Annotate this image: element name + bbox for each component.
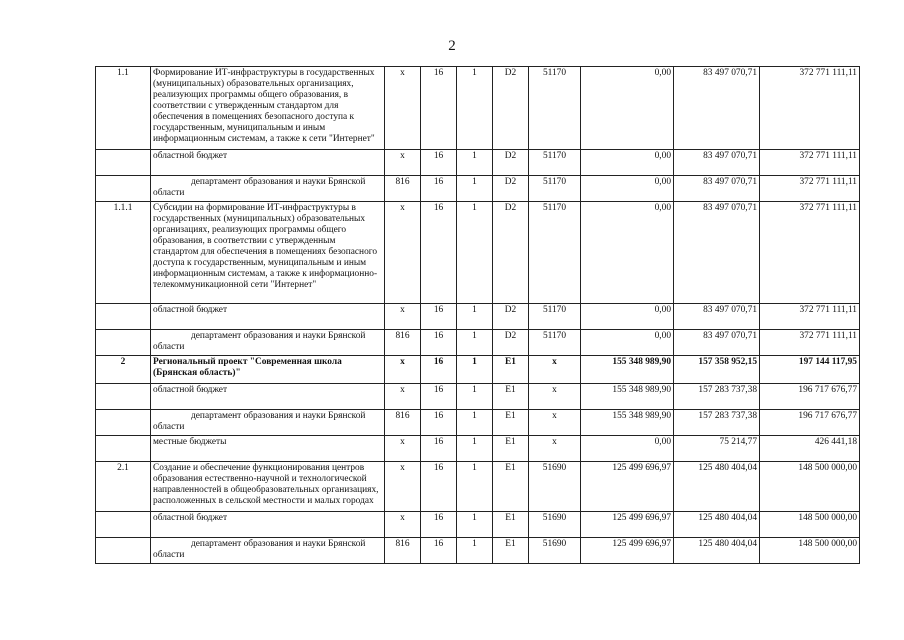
row-number: 1.1 bbox=[96, 67, 151, 150]
program-code: E1 bbox=[493, 436, 529, 462]
amount-year-1: 0,00 bbox=[581, 150, 674, 176]
admin-code: x bbox=[385, 356, 421, 384]
admin-code: 816 bbox=[385, 538, 421, 564]
row-title: департамент образования и науки Брянской области bbox=[151, 538, 385, 564]
amount-year-2: 157 283 737,38 bbox=[674, 384, 760, 410]
subsection-code: 1 bbox=[457, 384, 493, 410]
row-title: Создание и обеспечение функционирования центров образования естественно-научной и технологической направленностей в общеобразовательных организациях, расположенных в сельской местности и малых городах bbox=[151, 462, 385, 512]
admin-code: 816 bbox=[385, 176, 421, 202]
direction-code: 51690 bbox=[529, 512, 581, 538]
admin-code: 816 bbox=[385, 330, 421, 356]
amount-year-2: 83 497 070,71 bbox=[674, 150, 760, 176]
amount-year-1: 155 348 989,90 bbox=[581, 356, 674, 384]
row-title: Региональный проект "Современная школа (Брянская область)" bbox=[151, 356, 385, 384]
admin-code: x bbox=[385, 67, 421, 150]
row-title: местные бюджеты bbox=[151, 436, 385, 462]
program-code: E1 bbox=[493, 384, 529, 410]
section-code: 16 bbox=[421, 176, 457, 202]
section-code: 16 bbox=[421, 512, 457, 538]
subsection-code: 1 bbox=[457, 176, 493, 202]
row-number bbox=[96, 176, 151, 202]
amount-year-2: 125 480 404,04 bbox=[674, 462, 760, 512]
admin-code: x bbox=[385, 304, 421, 330]
amount-year-3: 372 771 111,11 bbox=[760, 202, 860, 304]
row-number bbox=[96, 512, 151, 538]
amount-year-3: 196 717 676,77 bbox=[760, 410, 860, 436]
row-title: департамент образования и науки Брянской области bbox=[151, 330, 385, 356]
amount-year-3: 372 771 111,11 bbox=[760, 304, 860, 330]
table-row bbox=[96, 410, 860, 436]
admin-code: x bbox=[385, 462, 421, 512]
direction-code: 51170 bbox=[529, 304, 581, 330]
row-number bbox=[96, 410, 151, 436]
row-number bbox=[96, 538, 151, 564]
budget-table bbox=[95, 66, 860, 564]
row-number bbox=[96, 150, 151, 176]
amount-year-1: 0,00 bbox=[581, 67, 674, 150]
amount-year-2: 83 497 070,71 bbox=[674, 176, 760, 202]
page-number: 2 bbox=[448, 38, 456, 54]
row-number bbox=[96, 436, 151, 462]
direction-code: x bbox=[529, 436, 581, 462]
amount-year-3: 197 144 117,95 bbox=[760, 356, 860, 384]
subsection-code: 1 bbox=[457, 512, 493, 538]
program-code: E1 bbox=[493, 462, 529, 512]
row-title: департамент образования и науки Брянской области bbox=[151, 176, 385, 202]
row-title: областной бюджет bbox=[151, 304, 385, 330]
section-code: 16 bbox=[421, 304, 457, 330]
subsection-code: 1 bbox=[457, 67, 493, 150]
section-code: 16 bbox=[421, 436, 457, 462]
table-row bbox=[96, 512, 860, 538]
program-code: E1 bbox=[493, 538, 529, 564]
direction-code: 51690 bbox=[529, 538, 581, 564]
program-code: D2 bbox=[493, 202, 529, 304]
subsection-code: 1 bbox=[457, 356, 493, 384]
table-row bbox=[96, 462, 860, 512]
subsection-code: 1 bbox=[457, 330, 493, 356]
subsection-code: 1 bbox=[457, 150, 493, 176]
program-code: D2 bbox=[493, 304, 529, 330]
section-code: 16 bbox=[421, 330, 457, 356]
section-code: 16 bbox=[421, 384, 457, 410]
amount-year-1: 0,00 bbox=[581, 436, 674, 462]
program-code: E1 bbox=[493, 410, 529, 436]
table-row bbox=[96, 176, 860, 202]
amount-year-3: 426 441,18 bbox=[760, 436, 860, 462]
amount-year-2: 83 497 070,71 bbox=[674, 67, 760, 150]
row-title: департамент образования и науки Брянской области bbox=[151, 410, 385, 436]
program-code: D2 bbox=[493, 330, 529, 356]
amount-year-3: 372 771 111,11 bbox=[760, 176, 860, 202]
direction-code: 51170 bbox=[529, 176, 581, 202]
direction-code: 51170 bbox=[529, 330, 581, 356]
row-number bbox=[96, 330, 151, 356]
table-row bbox=[96, 304, 860, 330]
amount-year-3: 372 771 111,11 bbox=[760, 67, 860, 150]
program-code: E1 bbox=[493, 356, 529, 384]
table-row bbox=[96, 150, 860, 176]
direction-code: 51170 bbox=[529, 202, 581, 304]
subsection-code: 1 bbox=[457, 410, 493, 436]
amount-year-2: 125 480 404,04 bbox=[674, 512, 760, 538]
admin-code: x bbox=[385, 202, 421, 304]
table-row bbox=[96, 202, 860, 304]
direction-code: 51690 bbox=[529, 462, 581, 512]
row-number bbox=[96, 304, 151, 330]
row-number: 2 bbox=[96, 356, 151, 384]
admin-code: x bbox=[385, 512, 421, 538]
admin-code: x bbox=[385, 384, 421, 410]
admin-code: x bbox=[385, 150, 421, 176]
subsection-code: 1 bbox=[457, 538, 493, 564]
amount-year-1: 155 348 989,90 bbox=[581, 410, 674, 436]
program-code: D2 bbox=[493, 176, 529, 202]
amount-year-2: 83 497 070,71 bbox=[674, 330, 760, 356]
direction-code: 51170 bbox=[529, 67, 581, 150]
amount-year-1: 0,00 bbox=[581, 304, 674, 330]
amount-year-3: 372 771 111,11 bbox=[760, 150, 860, 176]
subsection-code: 1 bbox=[457, 304, 493, 330]
amount-year-2: 157 358 952,15 bbox=[674, 356, 760, 384]
amount-year-1: 0,00 bbox=[581, 330, 674, 356]
row-number: 1.1.1 bbox=[96, 202, 151, 304]
section-code: 16 bbox=[421, 538, 457, 564]
direction-code: x bbox=[529, 384, 581, 410]
direction-code: x bbox=[529, 356, 581, 384]
row-title: Формирование ИТ-инфраструктуры в государственных (муниципальных) образовательных организациях, реализующих программы общего образования, в соответствии с утвержденным стандартом для обеспечения в помещениях безопасного доступа к государственным, муниципальным и иным информационным системам, а также к сети "Интернет" bbox=[151, 67, 385, 150]
admin-code: x bbox=[385, 436, 421, 462]
section-code: 16 bbox=[421, 67, 457, 150]
program-code: D2 bbox=[493, 67, 529, 150]
section-code: 16 bbox=[421, 462, 457, 512]
amount-year-1: 0,00 bbox=[581, 176, 674, 202]
amount-year-3: 196 717 676,77 bbox=[760, 384, 860, 410]
row-title: Субсидии на формирование ИТ-инфраструктуры в государственных (муниципальных) образовательных организациях, реализующих программы общего образования, в соответствии с утвержденным стандартом для обеспечения в помещениях безопасного доступа к государственным, муниципальным и иным информационным системам, а также к информационно-телекоммуникационной сети "Интернет" bbox=[151, 202, 385, 304]
amount-year-1: 125 499 696,97 bbox=[581, 462, 674, 512]
amount-year-1: 155 348 989,90 bbox=[581, 384, 674, 410]
section-code: 16 bbox=[421, 410, 457, 436]
row-title: областной бюджет bbox=[151, 150, 385, 176]
amount-year-3: 372 771 111,11 bbox=[760, 330, 860, 356]
subsection-code: 1 bbox=[457, 462, 493, 512]
amount-year-1: 0,00 bbox=[581, 202, 674, 304]
section-code: 16 bbox=[421, 356, 457, 384]
program-code: D2 bbox=[493, 150, 529, 176]
table-row bbox=[96, 330, 860, 356]
amount-year-2: 75 214,77 bbox=[674, 436, 760, 462]
amount-year-3: 148 500 000,00 bbox=[760, 462, 860, 512]
program-code: E1 bbox=[493, 512, 529, 538]
section-code: 16 bbox=[421, 150, 457, 176]
subsection-code: 1 bbox=[457, 202, 493, 304]
amount-year-2: 83 497 070,71 bbox=[674, 304, 760, 330]
amount-year-1: 125 499 696,97 bbox=[581, 512, 674, 538]
amount-year-2: 83 497 070,71 bbox=[674, 202, 760, 304]
row-number: 2.1 bbox=[96, 462, 151, 512]
row-title: областной бюджет bbox=[151, 512, 385, 538]
amount-year-1: 125 499 696,97 bbox=[581, 538, 674, 564]
table-row bbox=[96, 538, 860, 564]
table-row bbox=[96, 436, 860, 462]
subsection-code: 1 bbox=[457, 436, 493, 462]
table-row bbox=[96, 67, 860, 150]
section-code: 16 bbox=[421, 202, 457, 304]
row-number bbox=[96, 384, 151, 410]
row-title: областной бюджет bbox=[151, 384, 385, 410]
direction-code: 51170 bbox=[529, 150, 581, 176]
amount-year-3: 148 500 000,00 bbox=[760, 538, 860, 564]
admin-code: 816 bbox=[385, 410, 421, 436]
table-row bbox=[96, 384, 860, 410]
table-row bbox=[96, 356, 860, 384]
direction-code: x bbox=[529, 410, 581, 436]
amount-year-2: 125 480 404,04 bbox=[674, 538, 760, 564]
amount-year-3: 148 500 000,00 bbox=[760, 512, 860, 538]
amount-year-2: 157 283 737,38 bbox=[674, 410, 760, 436]
